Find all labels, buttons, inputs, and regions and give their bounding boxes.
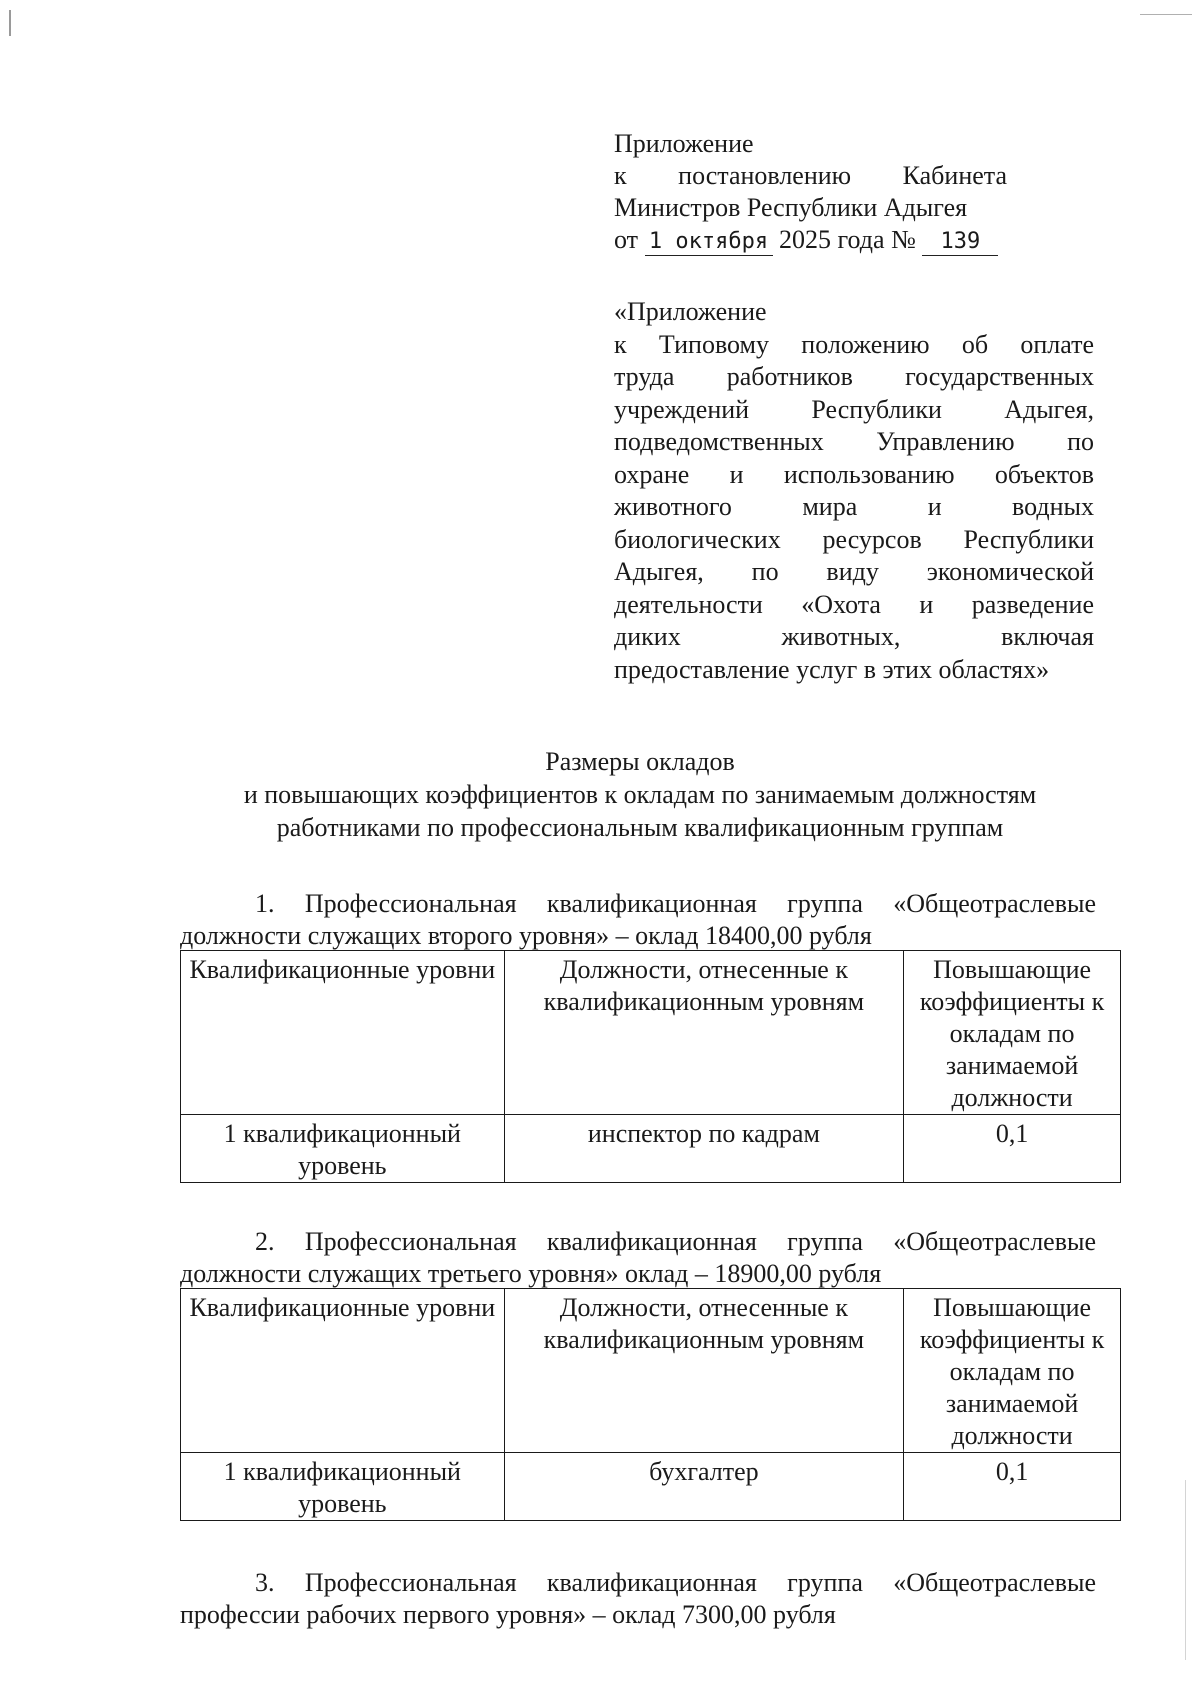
group-2-paragraph <box>180 1226 1096 1290</box>
table-row <box>181 1115 1121 1183</box>
cell-level: 1 квалификационный уровень <box>181 1115 505 1183</box>
amended-line: подведомственных Управлению по <box>614 427 1094 456</box>
document-number-field: 139 <box>922 229 998 256</box>
appendix-authority: Министров Республики Адыгея <box>614 193 968 222</box>
appendix-reference-right: Кабинета <box>902 161 1007 190</box>
amended-line: деятельности «Охота и разведение <box>614 589 1094 619</box>
group-1-line-2: должности служащих второго уровня» – оклад 18400,00 рубля <box>180 921 872 950</box>
appendix-header <box>614 128 1007 256</box>
appendix-reference-line <box>614 160 1007 192</box>
scan-edge-mark <box>9 10 11 36</box>
date-prefix: от <box>614 225 639 254</box>
amended-line: Адыгея, по виду экономической <box>614 557 1094 586</box>
group-3-line-1: 3. Профессиональная квалификационная группа «Общеотраслевые <box>255 1568 1096 1597</box>
table-row <box>181 1453 1121 1521</box>
appendix-reference-left: к постановлению <box>614 161 852 190</box>
scan-edge-mark <box>1140 14 1192 15</box>
group-2-line-1: 2. Профессиональная квалификационная группа «Общеотраслевые <box>255 1227 1096 1256</box>
date-filled-field: 1 октября <box>645 229 773 256</box>
cell-coefficient: 0,1 <box>904 1115 1121 1183</box>
amended-line: «Приложение <box>614 297 767 326</box>
group-2-table <box>180 1288 1121 1521</box>
heading-line: Размеры окладов <box>545 747 735 776</box>
heading-line: и повышающих коэффициентов к окладам по занимаемым должностям <box>243 780 1037 809</box>
scan-edge-mark <box>1185 1480 1186 1660</box>
amended-line: предоставление услуг в этих областях» <box>614 654 1050 684</box>
cell-level: 1 квалификационный уровень <box>181 1453 505 1521</box>
amended-appendix-block <box>614 296 1094 686</box>
group-1-table <box>180 950 1121 1183</box>
header-levels: Квалификационные уровни <box>181 951 505 1115</box>
date-year-number-label: 2025 года № <box>779 225 916 254</box>
cell-position: бухгалтер <box>504 1453 903 1521</box>
amended-line: к Типовому положению об оплате <box>614 329 1094 359</box>
header-coefficients: Повышающие коэффициенты к окладам по занимаемой должности <box>904 1289 1121 1453</box>
header-coefficients: Повышающие коэффициенты к окладам по занимаемой должности <box>904 951 1121 1115</box>
amended-line: диких животных, включая <box>614 622 1094 651</box>
group-3-line-2: профессии рабочих первого уровня» – оклад 7300,00 рубля <box>180 1600 836 1629</box>
header-levels: Квалификационные уровни <box>181 1289 505 1453</box>
amended-line: животного мира и водных <box>614 492 1094 521</box>
group-1-paragraph <box>180 888 1096 952</box>
amended-line: труда работников государственных <box>614 362 1094 391</box>
heading-line: работниками по профессиональным квалификационным группам <box>276 813 1004 842</box>
group-1-line-1: 1. Профессиональная квалификационная группа «Общеотраслевые <box>255 889 1096 918</box>
group-3-paragraph <box>180 1567 1096 1631</box>
section-heading <box>180 745 1100 844</box>
cell-coefficient: 0,1 <box>904 1453 1121 1521</box>
appendix-title: Приложение <box>614 129 754 158</box>
amended-line: охране и использованию объектов <box>614 459 1094 489</box>
appendix-date-line <box>614 224 1007 256</box>
group-2-line-2: должности служащих третьего уровня» оклад – 18900,00 рубля <box>180 1259 882 1288</box>
cell-position: инспектор по кадрам <box>504 1115 903 1183</box>
amended-line: биологических ресурсов Республики <box>614 524 1094 554</box>
table-header-row <box>181 1289 1121 1453</box>
amended-line: учреждений Республики Адыгея, <box>614 394 1094 424</box>
header-positions: Должности, отнесенные к квалификационным уровням <box>504 1289 903 1453</box>
header-positions: Должности, отнесенные к квалификационным уровням <box>504 951 903 1115</box>
table-header-row <box>181 951 1121 1115</box>
